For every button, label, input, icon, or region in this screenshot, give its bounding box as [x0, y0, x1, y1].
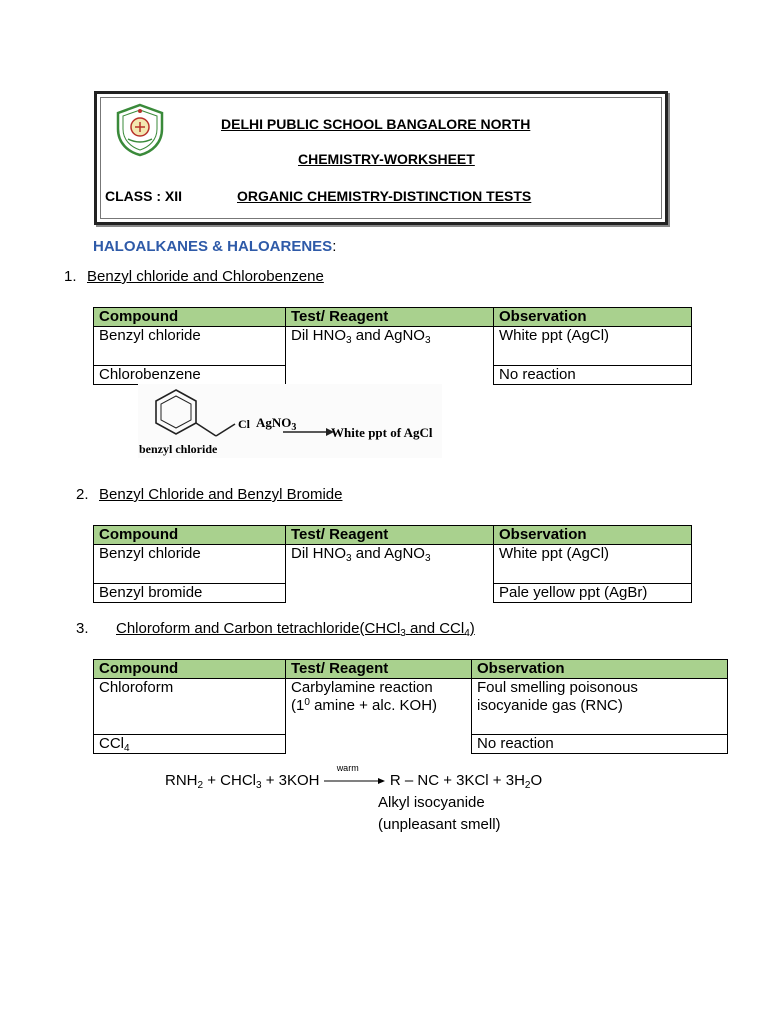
reagent-cell: Carbylamine reaction ($1^0$ amine + alc. KOH)	[286, 679, 472, 754]
col-header-compound: Compound	[94, 308, 286, 327]
section-heading-text: HALOALKANES & HALOARENES	[93, 238, 333, 255]
school-name: DELHI PUBLIC SCHOOL BANGALORE NORTH	[221, 116, 531, 132]
item-number: 3.	[76, 620, 89, 637]
observation-cell: No reaction	[472, 735, 728, 754]
figure-caption: benzyl chloride	[139, 442, 218, 456]
item-2-heading	[76, 486, 342, 503]
product-label: White ppt of AgCl	[331, 425, 433, 440]
table-header-row	[94, 308, 692, 327]
arrow-label: warm	[336, 763, 359, 773]
school-logo	[114, 103, 166, 157]
smell-note: (unpleasant smell)	[378, 816, 501, 833]
table-header-row	[94, 660, 728, 679]
observation-cell: White ppt (AgCl)	[494, 327, 692, 366]
col-header-reagent: Test/ Reagent	[286, 308, 494, 327]
reagent-cell: Dil $HNO_3$ and AgNO$_3$	[286, 545, 494, 603]
item-number: 2.	[76, 486, 89, 503]
col-header-observation: Observation	[494, 308, 692, 327]
class-label: CLASS : XII	[105, 188, 183, 204]
compound-cell: Benzyl bromide	[94, 584, 286, 603]
distinction-table-3	[93, 659, 728, 754]
compound-cell: Chlorobenzene	[94, 366, 286, 385]
distinction-table-2	[93, 525, 692, 603]
item-title: Chloroform and Carbon tetrachloride(CHCl$_3$ and CCl$_4$)	[116, 620, 475, 639]
distinction-table-1	[93, 307, 692, 385]
compound-cell: CCl$_4$	[94, 735, 286, 754]
observation-cell: No reaction	[494, 366, 692, 385]
table-row	[94, 327, 692, 366]
reagent-label: AgNO$_3$	[256, 415, 297, 433]
item-3-heading	[76, 620, 475, 637]
table-header-row	[94, 526, 692, 545]
compound-cell: Chloroform	[94, 679, 286, 735]
item-title: Benzyl chloride and Chlorobenzene	[87, 268, 324, 285]
compound-cell: Benzyl chloride	[94, 545, 286, 584]
col-header-reagent: Test/ Reagent	[286, 526, 494, 545]
table-row	[94, 679, 728, 735]
section-heading: HALOALKANES & HALOARENES:	[93, 238, 337, 255]
chlorine-label: Cl	[238, 417, 250, 431]
reagent-cell: Dil $HNO_3$ and AgNO$_3$	[286, 327, 494, 385]
col-header-compound: Compound	[94, 526, 286, 545]
observation-cell: White ppt (AgCl)	[494, 545, 692, 584]
compound-cell: Benzyl chloride	[94, 327, 286, 366]
observation-cell: Foul smelling poisonous isocyanide gas (RNC)	[472, 679, 728, 735]
reaction-arrow	[324, 763, 386, 785]
carbylamine-equation: $RNH_2$ + CHCl$_3$ + 3KOH warm R – NC + $3KCl + 3H_2O$	[165, 763, 543, 791]
item-title: Benzyl Chloride and Benzyl Bromide	[99, 486, 343, 503]
benzyl-chloride-reaction-figure	[138, 384, 442, 458]
col-header-observation: Observation	[472, 660, 728, 679]
col-header-reagent: Test/ Reagent	[286, 660, 472, 679]
item-1-heading	[64, 268, 324, 285]
product-name: Alkyl isocyanide	[378, 794, 485, 811]
topic-title: ORGANIC CHEMISTRY-DISTINCTION TESTS	[237, 188, 532, 204]
col-header-compound: Compound	[94, 660, 286, 679]
item-number: 1.	[64, 268, 77, 285]
table-row	[94, 545, 692, 584]
observation-cell: Pale yellow ppt (AgBr)	[494, 584, 692, 603]
worksheet-title: CHEMISTRY-WORKSHEET	[298, 151, 475, 167]
col-header-observation: Observation	[494, 526, 692, 545]
